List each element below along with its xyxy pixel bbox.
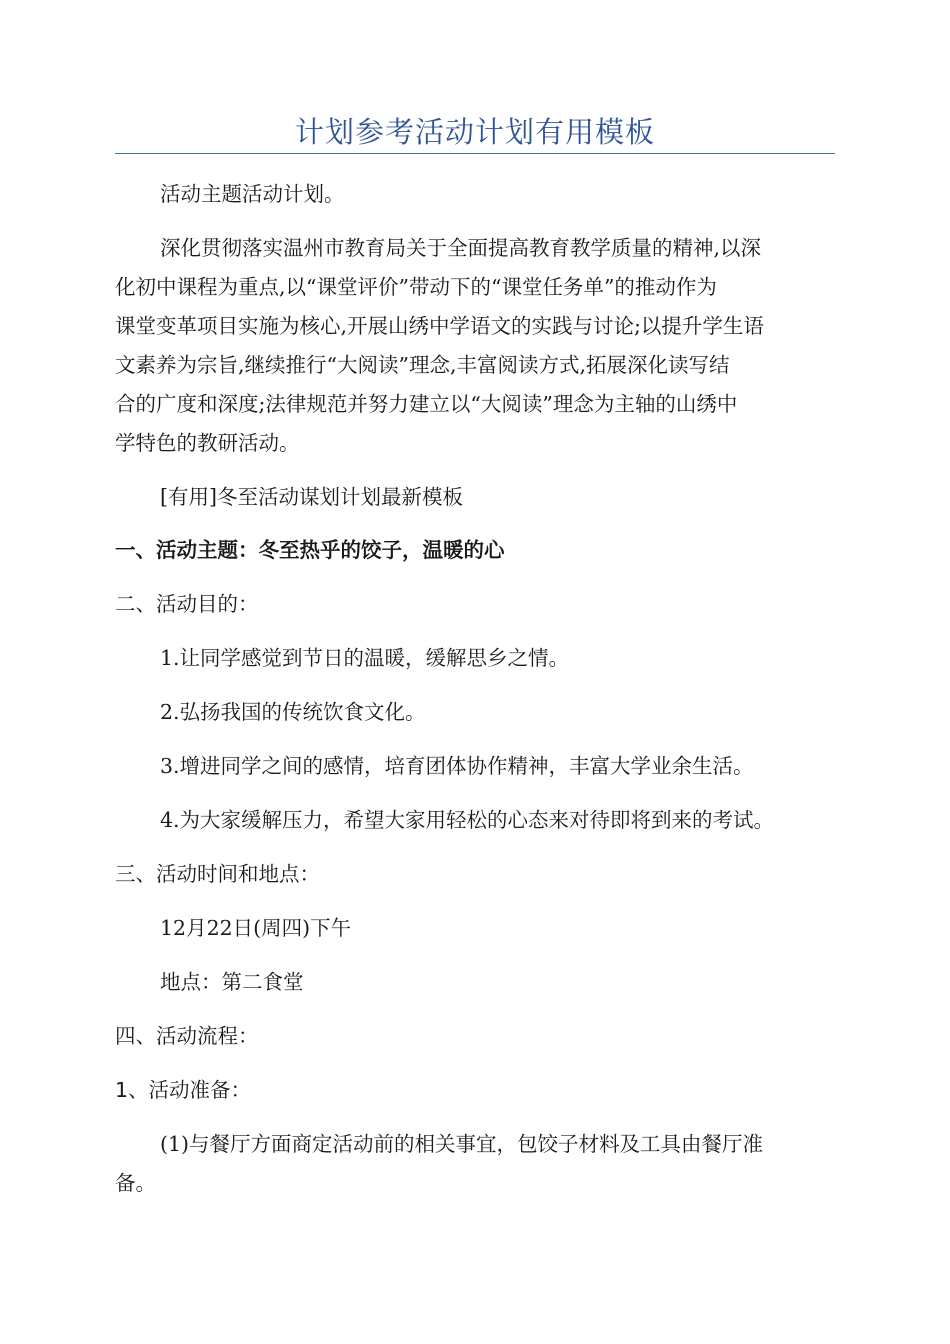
purpose-item: 4.为大家缓解压力，希望大家用轻松的心态来对待即将到来的考试。 [160,808,775,832]
document-title: 计划参考活动计划有用模板 [294,115,655,149]
purpose-item: 1.让同学感觉到节日的温暖，缓解思乡之情。 [160,646,570,670]
subtitle-paragraph: [有用]冬至活动谋划计划最新模板 [160,485,463,509]
title-underline [115,153,835,154]
event-time: 12月22日(周四)下午 [160,916,352,940]
preparation-line: 备。 [115,1171,156,1195]
section-heading-theme: 一、活动主题：冬至热乎的饺子，温暖的心 [115,538,505,562]
purpose-item: 3.增进同学之间的感情，培育团体协作精神，丰富大学业余生活。 [160,754,754,778]
section-heading-purpose: 二、活动目的： [115,592,259,616]
body-line: 合的广度和深度;法律规范并努力建立以“大阅读”理念为主轴的山绣中 [115,392,738,416]
body-line: 学特色的教研活动。 [115,431,300,455]
body-line: 文素养为宗旨,继续推行“大阅读”理念,丰富阅读方式,拓展深化读写结 [115,353,730,377]
body-line: 深化贯彻落实温州市教育局关于全面提高教育教学质量的精神,以深 [160,236,762,260]
preparation-line: (1)与餐厅方面商定活动前的相关事宜，包饺子材料及工具由餐厅准 [160,1132,764,1156]
event-place: 地点：第二食堂 [160,970,304,994]
intro-paragraph: 活动主题活动计划。 [160,182,345,206]
purpose-item: 2.弘扬我国的传统饮食文化。 [160,700,426,724]
section-heading-process: 四、活动流程： [115,1024,259,1048]
section-heading-time-place: 三、活动时间和地点： [115,862,320,886]
body-line: 课堂变革项目实施为核心,开展山绣中学语文的实践与讨论;以提升学生语 [115,314,764,338]
step-heading-preparation: 1、活动准备： [115,1078,252,1102]
body-line: 化初中课程为重点,以“课堂评价”带动下的“课堂任务单”的推动作为 [115,275,717,299]
